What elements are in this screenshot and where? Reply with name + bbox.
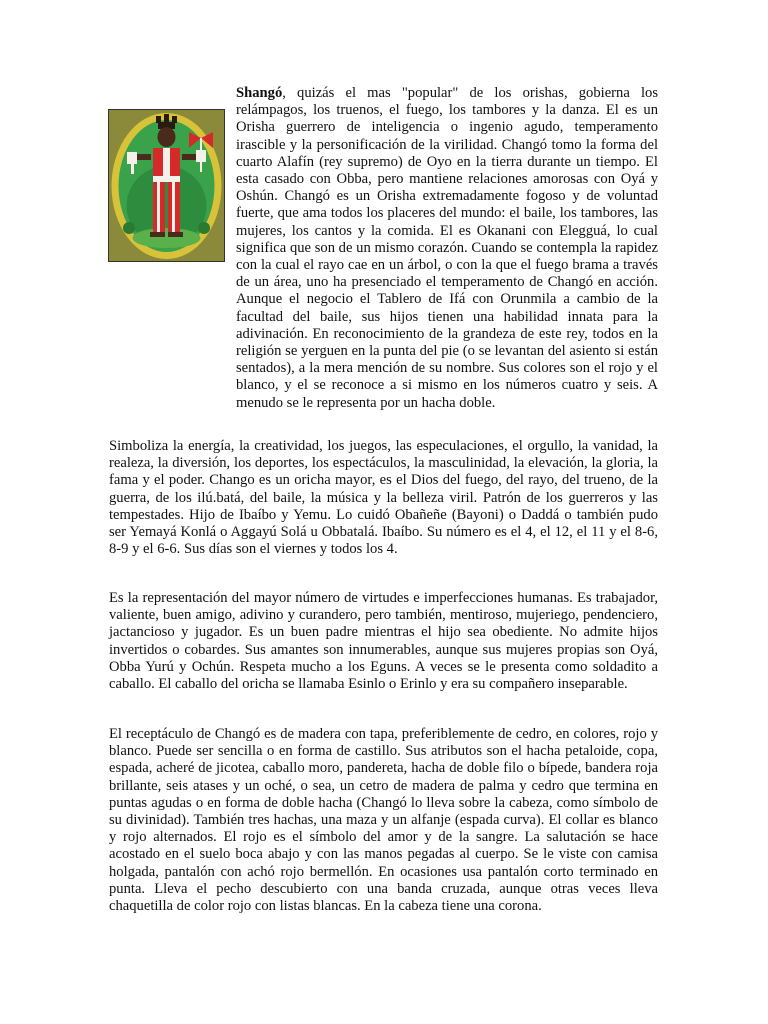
orisha-portrait-icon [108, 109, 225, 262]
intro-text: , quizás el mas "popular" de los orishas, gobierna los relámpagos, los truenos, el fuego, los tambores y la danza. El es un Orisha guerrero de inteligencia o ingenio agudo, temperamento irascible y la personificación de la virilidad. Changó tomo la forma del cuarto Alafín (rey supremo) de Oyo en la tierra durante un tiempo. El esta casado con Obba, pero mantiene relaciones amorosas con Oyá y Oshún. Changó es un Orisha extremadamente fogoso y de voluntad fuerte, que ama todos los placeres del mundo: el baile, los tambores, las mujeres, los cantos y la comida. El es Okanani con Elegguá, lo cual significa que son de un mismo corazón. Cuando se contempla la rapidez con la cual el rayo cae en un árbol, o con la que el fuego brama a través de un área, uno ha presenciado el temperamento de Changó en acción. Aunque el negocio el Tablero de Ifá con Orunmila a cambio de la facultad del baile, sus hijos tienen una habilidad innata para la adivinación. En reconocimiento de la grandeza de este rey, todos en la religión se yerguen en la punta del pie (o se levantan del asiento si están sentados), a la mera mención de su nombre. Sus colores son el rojo y el blanco, y el se reconoce a si mismo en los números cuatro y seis. A menudo se le representa por un hacha doble. [236, 85, 658, 411]
paragraph-virtues: Es la representación del mayor número de virtudes e imperfecciones humanas. Es trabajador, valiente, buen amigo, adivino y curandero, pero también, mentiroso, mujeriego, pendenciero, jactancioso y jugador. Es un buen padre mientras el hijo sea obediente. No admite hijos invertidos o cobardes. Sus amantes son innumerables, aunque sus mujeres propias son Oyá, Obba Yurú y Ochún. Respeta mucho a los Eguns. A veces se le presenta como soldadito a caballo. El caballo del oricha se llamaba Esinlo o Erinlo y era su compañero inseparable. [109, 590, 658, 693]
paragraph-symbolism: Simboliza la energía, la creatividad, los juegos, las especulaciones, el orgullo, la vanidad, la realeza, la diversión, los deportes, los espectáculos, la masculinidad, la elevación, la gloria, la fama y el poder. Chango es un oricha mayor, es el Dios del fuego, del rayo, del trueno, de la guerra, de los ilú.batá, del baile, la música y la belleza viril. Patrón de los guerreros y las tempestades. Hijo de Ibaíbo y Yemu. Lo cuidó Obañeñe (Bayoni) o Daddá o también pudo ser Yemayá Konlá o Aggayú Solá u Obbatalá. Ibaíbo. Su número es el 4, el 12, el 11 y el 8-6, 8-9 y el 6-6. Sus días son el viernes y todos los 4. [109, 438, 658, 558]
paragraph-receptacle: El receptáculo de Changó es de madera con tapa, preferiblemente de cedro, en colores, rojo y blanco. Puede ser sencilla o en forma de castillo. Sus atributos son el hacha petaloide, copa, espada, acheré de jicotea, caballo moro, pandereta, hacha de doble filo o bípede, bandera roja brillante, seis atases y un oché, o sea, un cetro de madera de palma y cedro que termina en puntas agudas o en forma de doble hacha (Changó lo lleva sobre la cabeza, como símbolo de su divinidad). También tres hachas, una maza y un alfanje (espada curva). El collar es blanco y rojo alternados. El rojo es el símbolo del amor y de la sangre. La salutación se hace acostado en el suelo boca abajo y con las manos pegadas al cuerpo. Se le viste con camisa holgada, pantalón con achó rojo bermellón. En ocasiones usa pantalón corto terminado en punta. Lleva el pecho descubierto con una banda cruzada, aunque otras veces lleva chaquetilla de color rojo con listas blancas. En la cabeza tiene una corona. [109, 726, 658, 915]
intro-paragraph [236, 85, 658, 412]
title-shango: Shangó [236, 85, 283, 101]
